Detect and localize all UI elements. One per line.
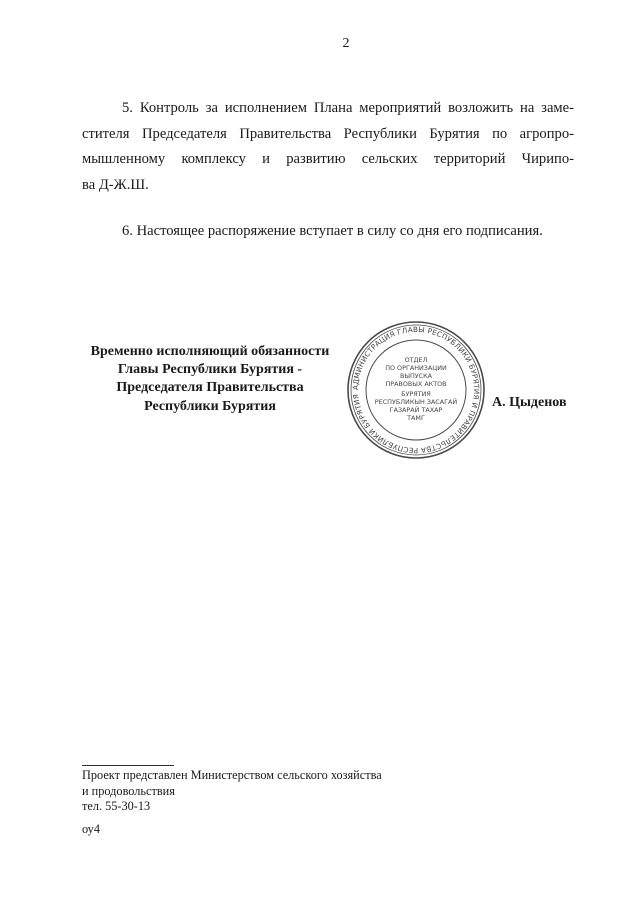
- footnote-line: и продовольствия: [82, 783, 175, 798]
- footnote-divider: [82, 765, 174, 766]
- footnote-line: тел. 55-30-13: [82, 799, 151, 814]
- signer-title: [62, 343, 358, 416]
- signer-title-line: Временно исполняющий обязанности: [90, 344, 330, 359]
- paragraph-5-line: стителя Председателя Правительства Республики Бурятия по агропро-: [82, 125, 574, 142]
- seal-line: ПО ОРГАНИЗАЦИИ: [385, 364, 447, 372]
- seal-line: ТАМГ: [407, 414, 425, 422]
- paragraph-6: [82, 219, 574, 245]
- footnote-line: Проект представлен Министерством сельского хозяйства: [82, 768, 382, 782]
- seal-line: ГАЗАРАЙ ТАХАР: [389, 406, 443, 414]
- signer-title-line: Председателя Правительства: [116, 380, 304, 396]
- footnote: [82, 768, 382, 815]
- seal-line: РЕСПУБЛИКЫН ЗАСАГАЙ: [374, 398, 458, 406]
- seal-line: ВЫПУСКА: [399, 372, 433, 380]
- paragraph-6-text: 6. Настоящее распоряжение вступает в силу со дня его подписания.: [122, 223, 543, 239]
- seal-line: ПРАВОВЫХ АКТОВ: [385, 380, 447, 388]
- signer-title-line: Республики Бурятия: [144, 398, 276, 414]
- seal-line: ОТДЕЛ: [404, 356, 428, 364]
- official-seal: [346, 320, 486, 460]
- page-number: 2: [342, 36, 350, 51]
- seal-ring-text: АДМИНИСТРАЦИЯ ГЛАВЫ РЕСПУБЛИКИ БУРЯТИЯ И ПРАВИТЕЛЬСТВА РЕСПУБЛИКИ БУРЯТИЯ: [350, 324, 482, 456]
- seal-line: БУРЯТИЯ: [401, 390, 431, 398]
- paragraph-5: [82, 96, 574, 198]
- paragraph-5-line: мышленному комплексу и развитию сельских территорий Чирипо-: [82, 151, 574, 167]
- signer-title-line: Главы Республики Бурятия -: [117, 362, 303, 378]
- paragraph-5-line: ва Д-Ж.Ш.: [82, 176, 149, 193]
- document-code: оу4: [82, 822, 100, 836]
- paragraph-5-line: 5. Контроль за исполнением Плана мероприятий возложить на заме-: [122, 100, 574, 116]
- signer-name: А. Цыденов: [492, 395, 567, 410]
